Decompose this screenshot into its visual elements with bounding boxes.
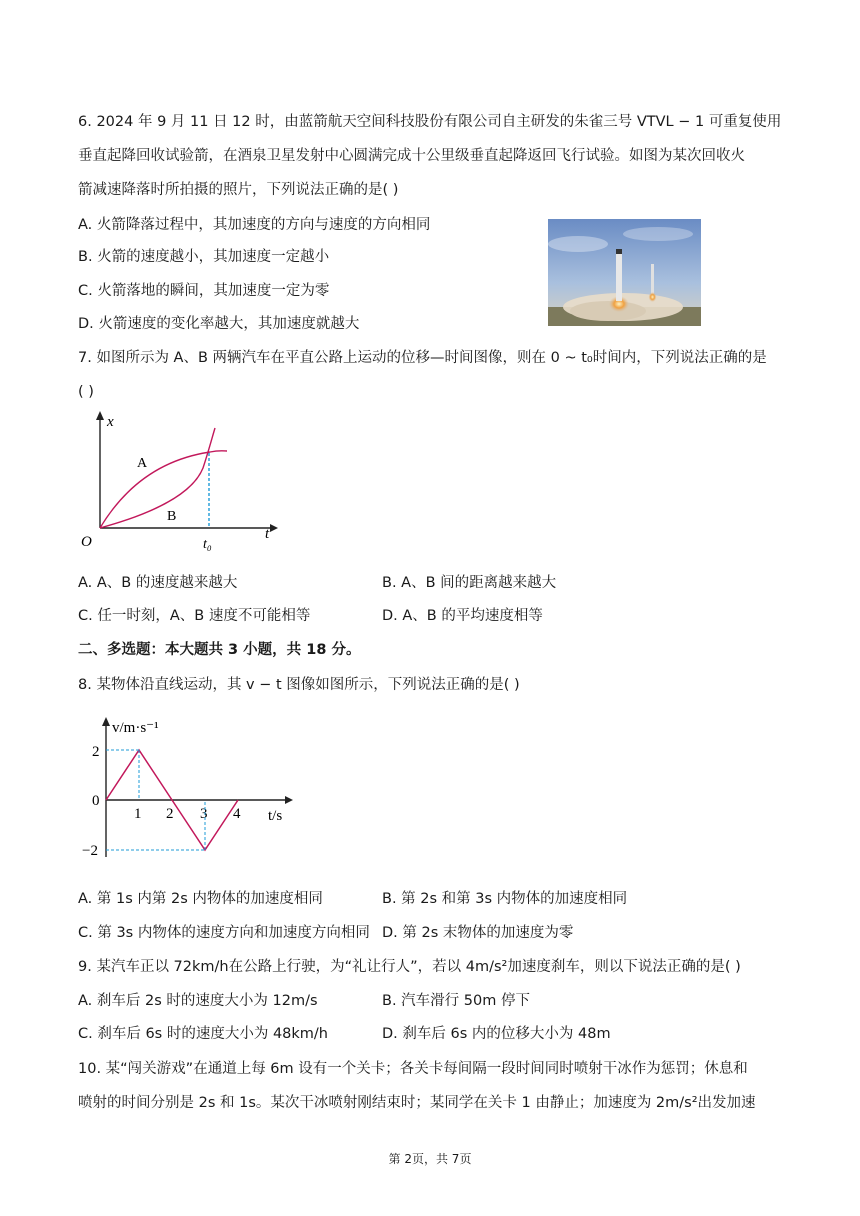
rocket-landing-photo [548, 219, 701, 326]
vt-xtick-2: 2 [166, 806, 174, 822]
q10-stem-line2: 喷射的时间分别是 2s 和 1s。某次干冰喷射刚结束时；某同学在关卡 1 由静止；加速度为 2m/s²出发加速 [78, 1095, 756, 1111]
xt-curve-a [100, 451, 227, 528]
section-heading-multi-choice: 二、多选题：本大题共 3 小题，共 18 分。 [78, 642, 361, 658]
xt-y-axis-label: x [107, 414, 114, 430]
q8-option-c: C. 第 3s 内物体的速度方向和加速度方向相同 [78, 925, 370, 941]
q6-stem-line3: 箭减速降落时所拍摄的照片，下列说法正确的是( ) [78, 182, 399, 198]
vt-x-label: t/s [268, 808, 283, 824]
q8-option-d: D. 第 2s 末物体的加速度为零 [382, 925, 574, 941]
q9-option-b: B. 汽车滑行 50m 停下 [382, 993, 530, 1009]
xt-x-axis-arrow [96, 411, 104, 420]
q8-option-b: B. 第 2s 和第 3s 内物体的加速度相同 [382, 891, 628, 907]
q9-option-d: D. 刹车后 6s 内的位移大小为 48m [382, 1026, 611, 1042]
q6-stem-line2: 垂直起降回收试验箭，在酒泉卫星发射中心圆满完成十公里级垂直起降返回飞行试验。如图为某次回收火 [78, 148, 745, 164]
vt-ytick-2: 2 [92, 744, 100, 760]
q6-option-b: B. 火箭的速度越小，其加速度一定越小 [78, 249, 330, 265]
q9-option-a: A. 刹车后 2s 时的速度大小为 12m/s [78, 993, 318, 1009]
vt-xtick-1: 1 [134, 806, 142, 822]
xt-x-axis-label: t [265, 526, 270, 542]
q8-stem: 8. 某物体沿直线运动，其 v − t 图像如图所示，下列说法正确的是( ) [78, 677, 520, 693]
xt-curve-b-label: B [167, 509, 177, 524]
q6-option-a: A. 火箭降落过程中，其加速度的方向与速度的方向相同 [78, 217, 431, 233]
vt-y-label: v/m·s⁻¹ [112, 720, 159, 736]
q6-option-c: C. 火箭落地的瞬间，其加速度一定为零 [78, 283, 330, 299]
q10-stem-line1: 10. 某“闯关游戏”在通道上每 6m 设有一个关卡；各关卡每间隔一段时间同时喷射干冰作为惩罚；休息和 [78, 1061, 748, 1077]
vt-v-axis-arrow [102, 717, 110, 726]
q7-option-c: C. 任一时刻，A、B 速度不可能相等 [78, 608, 311, 624]
vt-graph [80, 712, 295, 862]
q7-stem-line2: ( ) [78, 384, 94, 400]
vt-xtick-4: 4 [233, 806, 241, 822]
vt-ytick-0: 0 [92, 793, 100, 809]
xt-origin-label: O [81, 534, 92, 550]
vt-ytick-neg2: −2 [82, 843, 98, 859]
q7-option-a: A. A、B 的速度越来越大 [78, 575, 238, 591]
q8-option-a: A. 第 1s 内第 2s 内物体的加速度相同 [78, 891, 323, 907]
xt-t0-label: t₀ [203, 537, 212, 552]
xt-curve-b [100, 428, 215, 528]
q7-option-b: B. A、B 间的距离越来越大 [382, 575, 557, 591]
q7-option-d: D. A、B 的平均速度相等 [382, 608, 543, 624]
xt-t-axis-arrow [270, 524, 278, 532]
q9-option-c: C. 刹车后 6s 时的速度大小为 48km/h [78, 1026, 328, 1042]
xt-curve-a-label: A [137, 456, 148, 471]
vt-xtick-3: 3 [200, 806, 208, 822]
q9-stem: 9. 某汽车正以 72km/h在公路上行驶，为“礼让行人”，若以 4m/s²加速度刹车，则以下说法正确的是( ) [78, 959, 741, 975]
page-footer: 第 2页，共 7页 [388, 1152, 472, 1166]
q6-stem-line1: 6. 2024 年 9 月 11 日 12 时，由蓝箭航天空间科技股份有限公司自主研发的朱雀三号 VTVL − 1 可重复使用 [78, 114, 782, 130]
q7-stem-line1: 7. 如图所示为 A、B 两辆汽车在平直公路上运动的位移—时间图像，则在 0 ~ t₀时间内，下列说法正确的是 [78, 350, 767, 366]
q6-option-d: D. 火箭速度的变化率越大，其加速度就越大 [78, 316, 360, 332]
xt-graph [75, 408, 280, 553]
vt-t-axis-arrow [285, 796, 293, 804]
